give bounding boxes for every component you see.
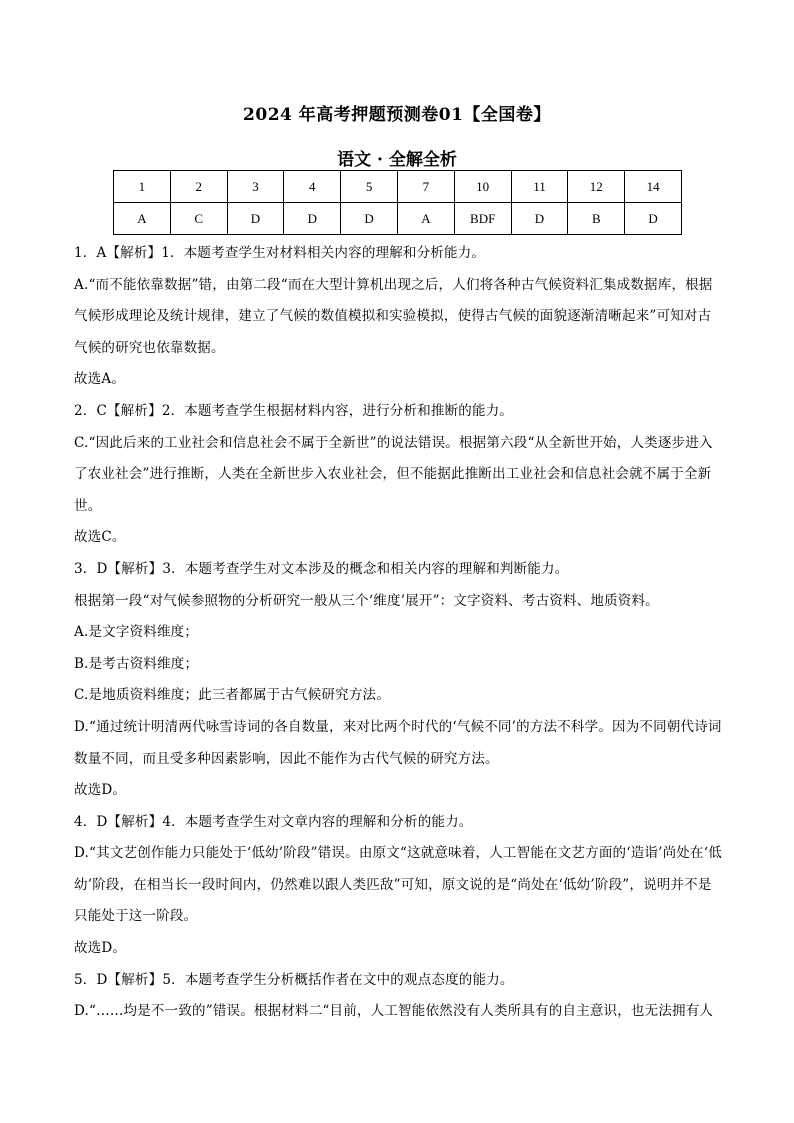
question-number-cell: 14 xyxy=(625,171,682,203)
explanation-body xyxy=(74,238,724,1028)
text-line: D.“通过统计明清两代咏雪诗词的各自数量，来对比两个时代的‘气候不同’的方法不科学。因为不同朝代诗词 xyxy=(74,718,722,735)
text-line: 气候的研究也依靠数据。 xyxy=(74,339,225,356)
text-line: 1．A【解析】1．本题考查学生对材料相关内容的理解和分析能力。 xyxy=(74,245,486,261)
page-subtitle: 语文 · 全解全析 xyxy=(337,150,457,170)
question-number-cell: 3 xyxy=(227,171,284,203)
text-line: 2．C【解析】2．本题考查学生根据材料内容，进行分析和推断的能力。 xyxy=(74,402,514,419)
question-number-cell: 7 xyxy=(397,171,454,203)
question-number-cell: 4 xyxy=(284,171,341,203)
text-line: 5．D【解析】5．本题考查学生分析概括作者在文中的观点态度的能力。 xyxy=(74,971,514,988)
text-line: D.“……均是不一致的”错误。根据材料二“目前，人工智能依然没有人类所具有的自主意识，也无法拥有人 xyxy=(74,1003,714,1020)
answer-cell: D xyxy=(341,203,398,235)
answer-cell: D xyxy=(625,203,682,235)
question-number-cell: 2 xyxy=(170,171,227,203)
answer-cell: D xyxy=(227,203,284,235)
answer-cell: A xyxy=(397,203,454,235)
question-number-cell: 10 xyxy=(454,171,511,203)
question-number-cell: 1 xyxy=(114,171,171,203)
text-line: A.“而不能依靠数据”错，由第二段“而在大型计算机出现之后，人们将各种古气候资料汇集成数据库，根据 xyxy=(74,276,713,293)
answer-cell: B xyxy=(568,203,625,235)
text-line: 故选D。 xyxy=(74,782,127,799)
text-line: 故选D。 xyxy=(74,940,127,957)
answer-table-question-row xyxy=(114,171,682,203)
text-line: A.是文字资料维度； xyxy=(74,624,199,641)
question-number-cell: 11 xyxy=(511,171,568,203)
answer-cell: BDF xyxy=(454,203,511,235)
answer-cell: C xyxy=(170,203,227,235)
page-title: 2024 年高考押题预测卷01【全国卷】 xyxy=(243,105,551,125)
text-line: D.“其文艺创作能力只能处于‘低幼’阶段”错误。由原文“这就意味着，人工智能在文艺方面的‘造诣’尚处在‘低 xyxy=(74,845,722,862)
answer-cell: A xyxy=(114,203,171,235)
text-line: 了农业社会”进行推断，人类在全新世步入农业社会，但不能据此推断出工业社会和信息社会就不属于全新 xyxy=(74,466,712,483)
question-number-cell: 5 xyxy=(341,171,398,203)
question-number-cell: 12 xyxy=(568,171,625,203)
text-line: 根据第一段“对气候参照物的分析研究一般从三个‘维度’展开”：文字资料、考古资料、地质资料。 xyxy=(74,592,659,609)
text-line: 数量不同，而且受多种因素影响，因此不能作为古代气候的研究方法。 xyxy=(74,750,499,767)
text-line: 气候形成理论及统计规律，建立了气候的数值模拟和实验模拟，使得古气候的面貌逐渐清晰起来”可知对古 xyxy=(74,308,712,325)
text-line: 只能处于这一阶段。 xyxy=(74,908,198,925)
text-line: 故选A。 xyxy=(74,371,126,388)
text-line: 故选C。 xyxy=(74,529,126,546)
answer-table xyxy=(113,170,682,235)
answer-cell: D xyxy=(284,203,341,235)
answer-cell: D xyxy=(511,203,568,235)
text-line: C.是地质资料维度；此三者都属于古气候研究方法。 xyxy=(74,687,390,704)
text-line: C.“因此后来的工业社会和信息社会不属于全新世”的说法错误。根据第六段“从全新世开始，人类逐步进入 xyxy=(74,434,713,451)
answer-table-answer-row xyxy=(114,203,682,235)
text-line: 4．D【解析】4．本题考查学生对文章内容的理解和分析的能力。 xyxy=(74,813,473,830)
text-line: B.是考古资料维度； xyxy=(74,655,199,672)
text-line: 世。 xyxy=(74,497,102,514)
text-line: 3．D【解析】3．本题考查学生对文本涉及的概念和相关内容的理解和判断能力。 xyxy=(74,560,569,577)
text-line: 幼’阶段，在相当长一段时间内，仍然难以跟人类匹敌”可知，原文说的是“尚处在‘低幼’阶段”，说明并不是 xyxy=(74,876,712,893)
